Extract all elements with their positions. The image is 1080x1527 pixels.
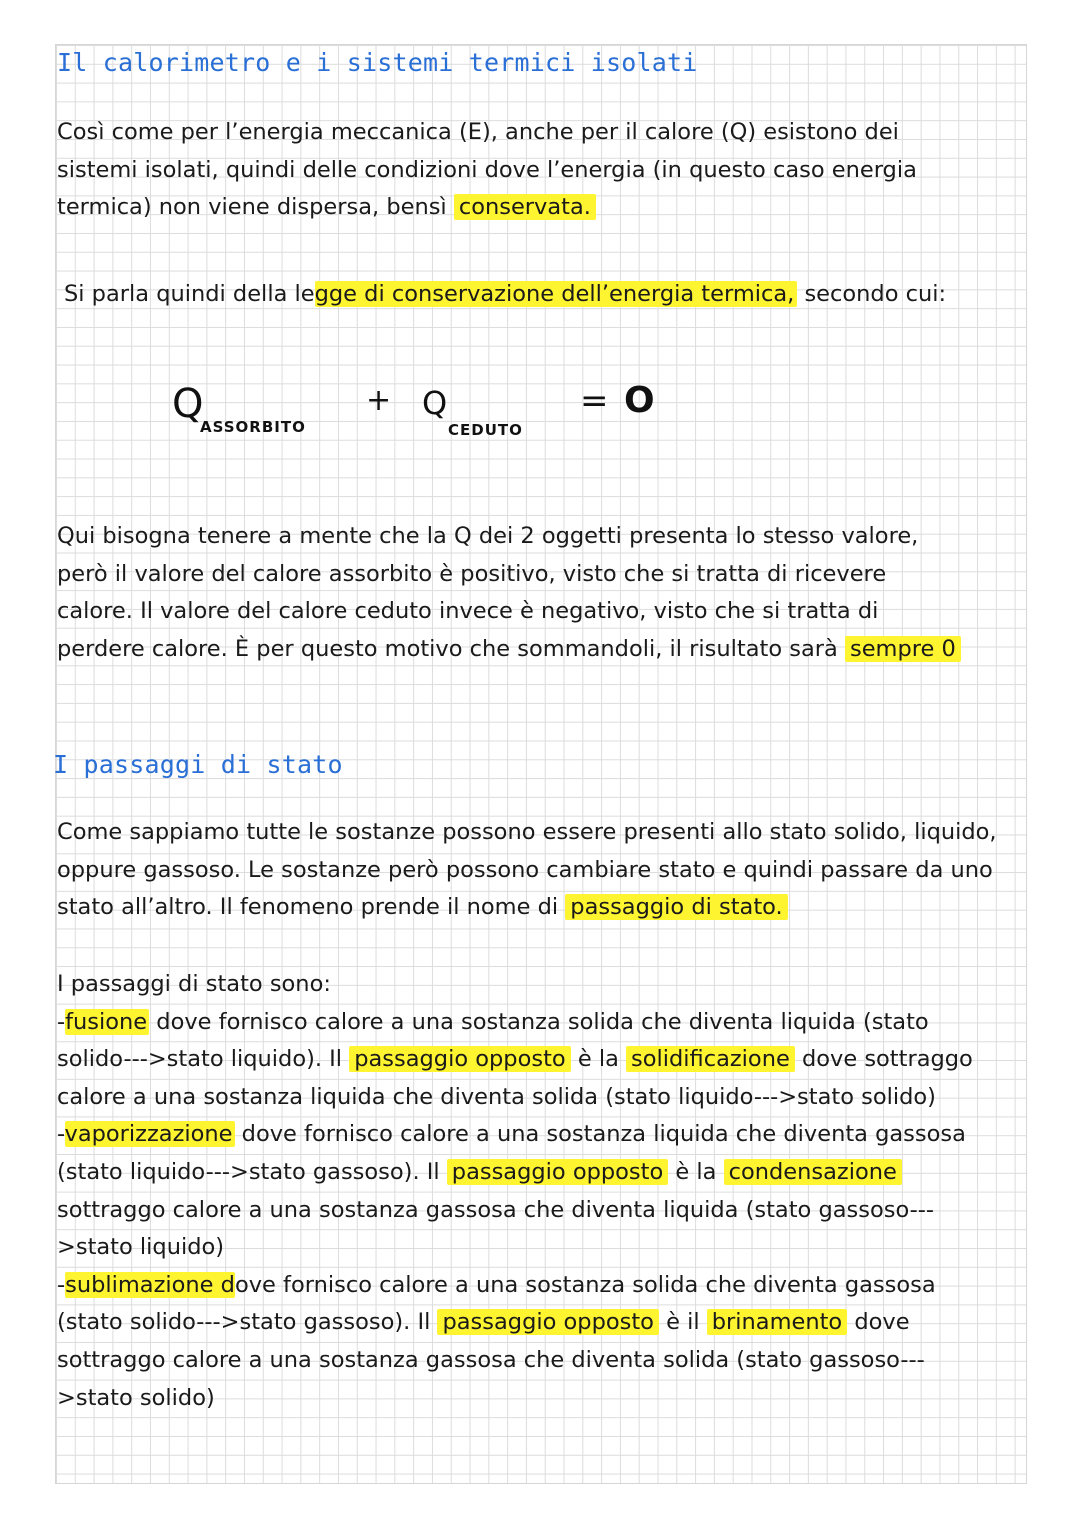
list-line-brinamento [57,1304,973,1342]
list-line-6: sottraggo calore a una sostanza gassosa che diventa liquida (stato gassoso--- [57,1196,935,1223]
list-text: dove sottraggo [794,1046,973,1073]
explanation-line-4 [57,631,961,669]
law-paragraph [64,276,946,314]
highlight-fusione: fusione [65,1008,148,1035]
intro-paragraph [57,114,917,227]
explanation-line-1: Qui bisogna tenere a mente che la Q dei 2 oggetti presenta lo stesso valore, [57,523,919,549]
eq-subscript-ceded: CEDUTO [448,421,523,439]
explanation-line-2: però il valore del calore assorbito è positivo, visto che si tratta di ricevere [57,560,887,587]
explanation-line-4-text: perdere calore. È per questo motivo che sommandoli, il risultato sarà [57,635,845,662]
state-list [57,966,973,1417]
list-text: dove [847,1309,910,1336]
state-intro-line-1: Come sappiamo tutte le sostanze possono essere presenti allo stato solido, liquido, [57,819,997,845]
law-suffix: secondo cui: [797,281,947,307]
list-text: solido--->stato liquido). Il [57,1046,350,1073]
section-title-calorimeter: Il calorimetro e i sistemi termici isolati [57,48,698,77]
list-line-fusione [57,1004,973,1042]
list-line-10: sottraggo calore a una sostanza gassosa che diventa solida (stato gassoso--- [57,1346,925,1373]
explanation-paragraph [57,518,961,668]
list-text: dove fornisco calore a una sostanza liquida che diventa gassosa [234,1121,966,1148]
highlight-condensazione: condensazione [724,1159,902,1185]
equation-handwritten [170,372,730,462]
list-text: è il [658,1309,707,1336]
list-line-sublimazione [57,1267,973,1305]
state-intro-line-3-text: stato all’altro. Il fenomeno prende il nome di [57,894,566,921]
law-prefix: Si parla quindi della le [64,281,315,307]
dash: - [57,1271,66,1298]
list-line-condensazione [57,1154,973,1192]
law-line [64,276,946,314]
list-heading: I passaggi di stato sono: [57,971,331,997]
eq-q-ceded: Q [422,384,448,422]
highlight-brinamento: brinamento [707,1309,847,1335]
highlight-passaggio-di-stato: passaggio di stato. [565,894,787,920]
intro-line-3 [57,189,917,227]
eq-plus: + [366,383,392,418]
dash: - [57,1008,66,1035]
list-text: è la [570,1046,627,1073]
list-line-vaporizzazione [57,1116,973,1154]
highlight-sempre-0: sempre 0 [845,636,961,662]
list-text: (stato liquido--->stato gassoso). Il [57,1158,447,1185]
intro-line-1: Così come per l’energia meccanica (E), anche per il calore (Q) esistono dei [57,119,899,145]
highlight-sublimazione: sublimazione d [65,1271,235,1298]
highlight-solidificazione: solidificazione [626,1046,795,1072]
intro-line-2: sistemi isolati, quindi delle condizioni dove l’energia (in questo caso energia [57,156,917,183]
list-line-solidificazione [57,1041,973,1079]
highlight-passaggio-opposto: passaggio opposto [447,1159,668,1185]
list-line-7: >stato liquido) [57,1234,225,1261]
eq-zero: O [624,380,655,421]
conservation-equation [170,372,730,462]
highlight-passaggio-opposto: passaggio opposto [349,1046,570,1072]
highlight-conservata: conservata. [454,194,596,220]
list-line-3: calore a una sostanza liquida che diventa solida (stato liquido--->stato solido) [57,1083,936,1110]
dash: - [57,1121,65,1148]
state-intro-line-3 [57,889,997,927]
state-intro-line-2: oppure gassoso. Le sostanze però possono cambiare stato e quindi passare da uno [57,856,993,883]
list-line-11: >stato solido) [57,1384,215,1411]
list-line-fusione-text: dove fornisco calore a una sostanza solida che diventa liquida (stato [149,1008,929,1035]
highlight-passaggio-opposto: passaggio opposto [437,1309,658,1335]
eq-subscript-absorbed: ASSORBITO [200,418,306,436]
highlight-law: gge di conservazione dell’energia termica, [315,281,798,307]
eq-equals: = [580,381,609,421]
list-text: ove fornisco calore a una sostanza solida che diventa gassosa [234,1271,936,1298]
highlight-vaporizzazione: vaporizzazione [64,1121,233,1148]
intro-line-3-text: termica) non viene dispersa, bensì [57,194,454,221]
explanation-line-3: calore. Il valore del calore ceduto invece è negativo, visto che si tratta di [57,598,879,625]
section-title-state-changes: I passaggi di stato [53,750,343,779]
list-text: (stato solido--->stato gassoso). Il [57,1309,438,1336]
state-intro-paragraph [57,814,997,927]
eq-q-absorbed: Q [172,381,204,427]
list-text: è la [668,1158,724,1185]
